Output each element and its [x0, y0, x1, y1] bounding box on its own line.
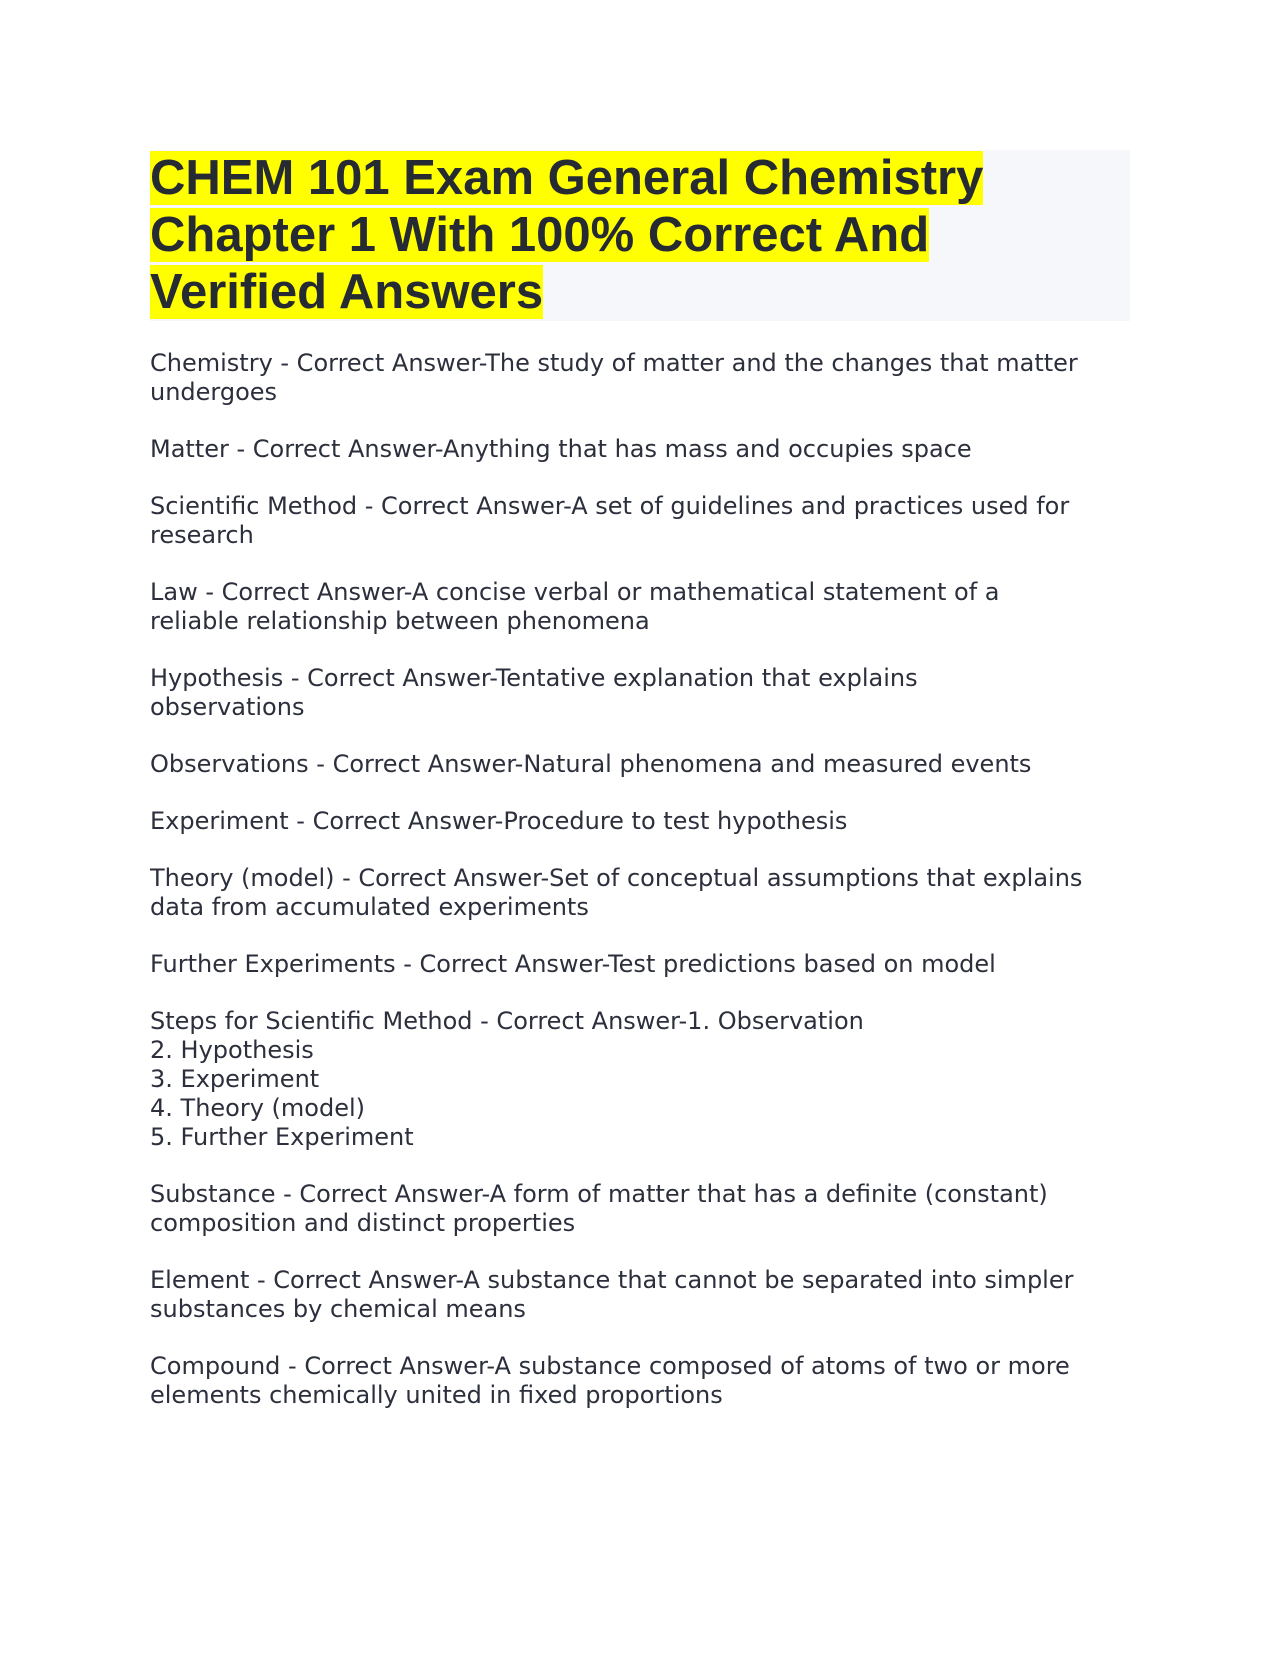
entry-experiment: Experiment - Correct Answer-Procedure to test hypothesis — [150, 807, 848, 835]
title-box — [150, 150, 1130, 321]
entry-hypothesis: Hypothesis - Correct Answer-Tentative explanation that explains observations — [150, 664, 918, 721]
entry-chemistry: Chemistry - Correct Answer-The study of matter and the changes that matter undergoes — [150, 349, 1078, 406]
entry-observations: Observations - Correct Answer-Natural phenomena and measured events — [150, 750, 1032, 778]
title-highlight: CHEM 101 Exam General Chemistry Chapter 1 With 100% Correct And Verified Answers — [150, 151, 984, 319]
entry-law: Law - Correct Answer-A concise verbal or mathematical statement of a reliable relationship between phenomena — [150, 578, 1000, 635]
entry-list — [150, 349, 1130, 1410]
document-page — [150, 150, 1130, 1438]
document-title — [150, 150, 1050, 321]
entry-theory: Theory (model) - Correct Answer-Set of conceptual assumptions that explains data from accumulated experiments — [150, 864, 1083, 921]
entry-substance: Substance - Correct Answer-A form of matter that has a definite (constant) composition and distinct properties — [150, 1180, 1048, 1237]
entry-matter: Matter - Correct Answer-Anything that has mass and occupies space — [150, 435, 972, 463]
entry-scientific-method: Scientific Method - Correct Answer-A set of guidelines and practices used for research — [150, 492, 1070, 549]
entry-steps-scientific-method: Steps for Scientific Method - Correct Answer-1. Observation 2. Hypothesis 3. Experiment 4. Theory (model) 5. Further Experiment — [150, 1007, 864, 1151]
entry-compound: Compound - Correct Answer-A substance composed of atoms of two or more elements chemically united in fixed proportions — [150, 1352, 1070, 1409]
entry-further-experiments: Further Experiments - Correct Answer-Test predictions based on model — [150, 950, 996, 978]
entry-element: Element - Correct Answer-A substance that cannot be separated into simpler substances by chemical means — [150, 1266, 1074, 1323]
